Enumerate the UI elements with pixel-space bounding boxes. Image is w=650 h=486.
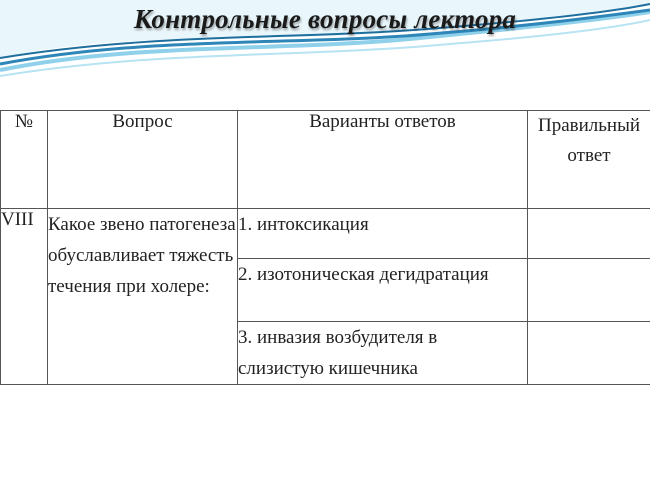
question-text: Какое звено патогенеза обуславливает тяжесть течения при холере:	[48, 209, 238, 385]
question-number: VIII	[1, 209, 48, 385]
slide-title: Контрольные вопросы лектора	[133, 4, 517, 34]
header-answers: Варианты ответов	[238, 111, 528, 209]
table-row	[1, 209, 650, 259]
answer-option-3: 3. инвазия возбудителя в слизистую кишечника	[238, 322, 528, 385]
table-header-row	[1, 111, 650, 209]
answer-option-1: 1. интоксикация	[238, 209, 528, 259]
correct-answer-cell-1[interactable]	[528, 209, 650, 259]
header-question: Вопрос	[48, 111, 238, 209]
quiz-table	[0, 110, 650, 385]
header-number: №	[1, 111, 48, 209]
correct-answer-cell-3[interactable]	[528, 322, 650, 385]
correct-answer-cell-2[interactable]	[528, 259, 650, 322]
header-correct-answer: Правильный ответ	[528, 111, 650, 209]
answer-option-2: 2. изотоническая дегидратация	[238, 259, 528, 322]
